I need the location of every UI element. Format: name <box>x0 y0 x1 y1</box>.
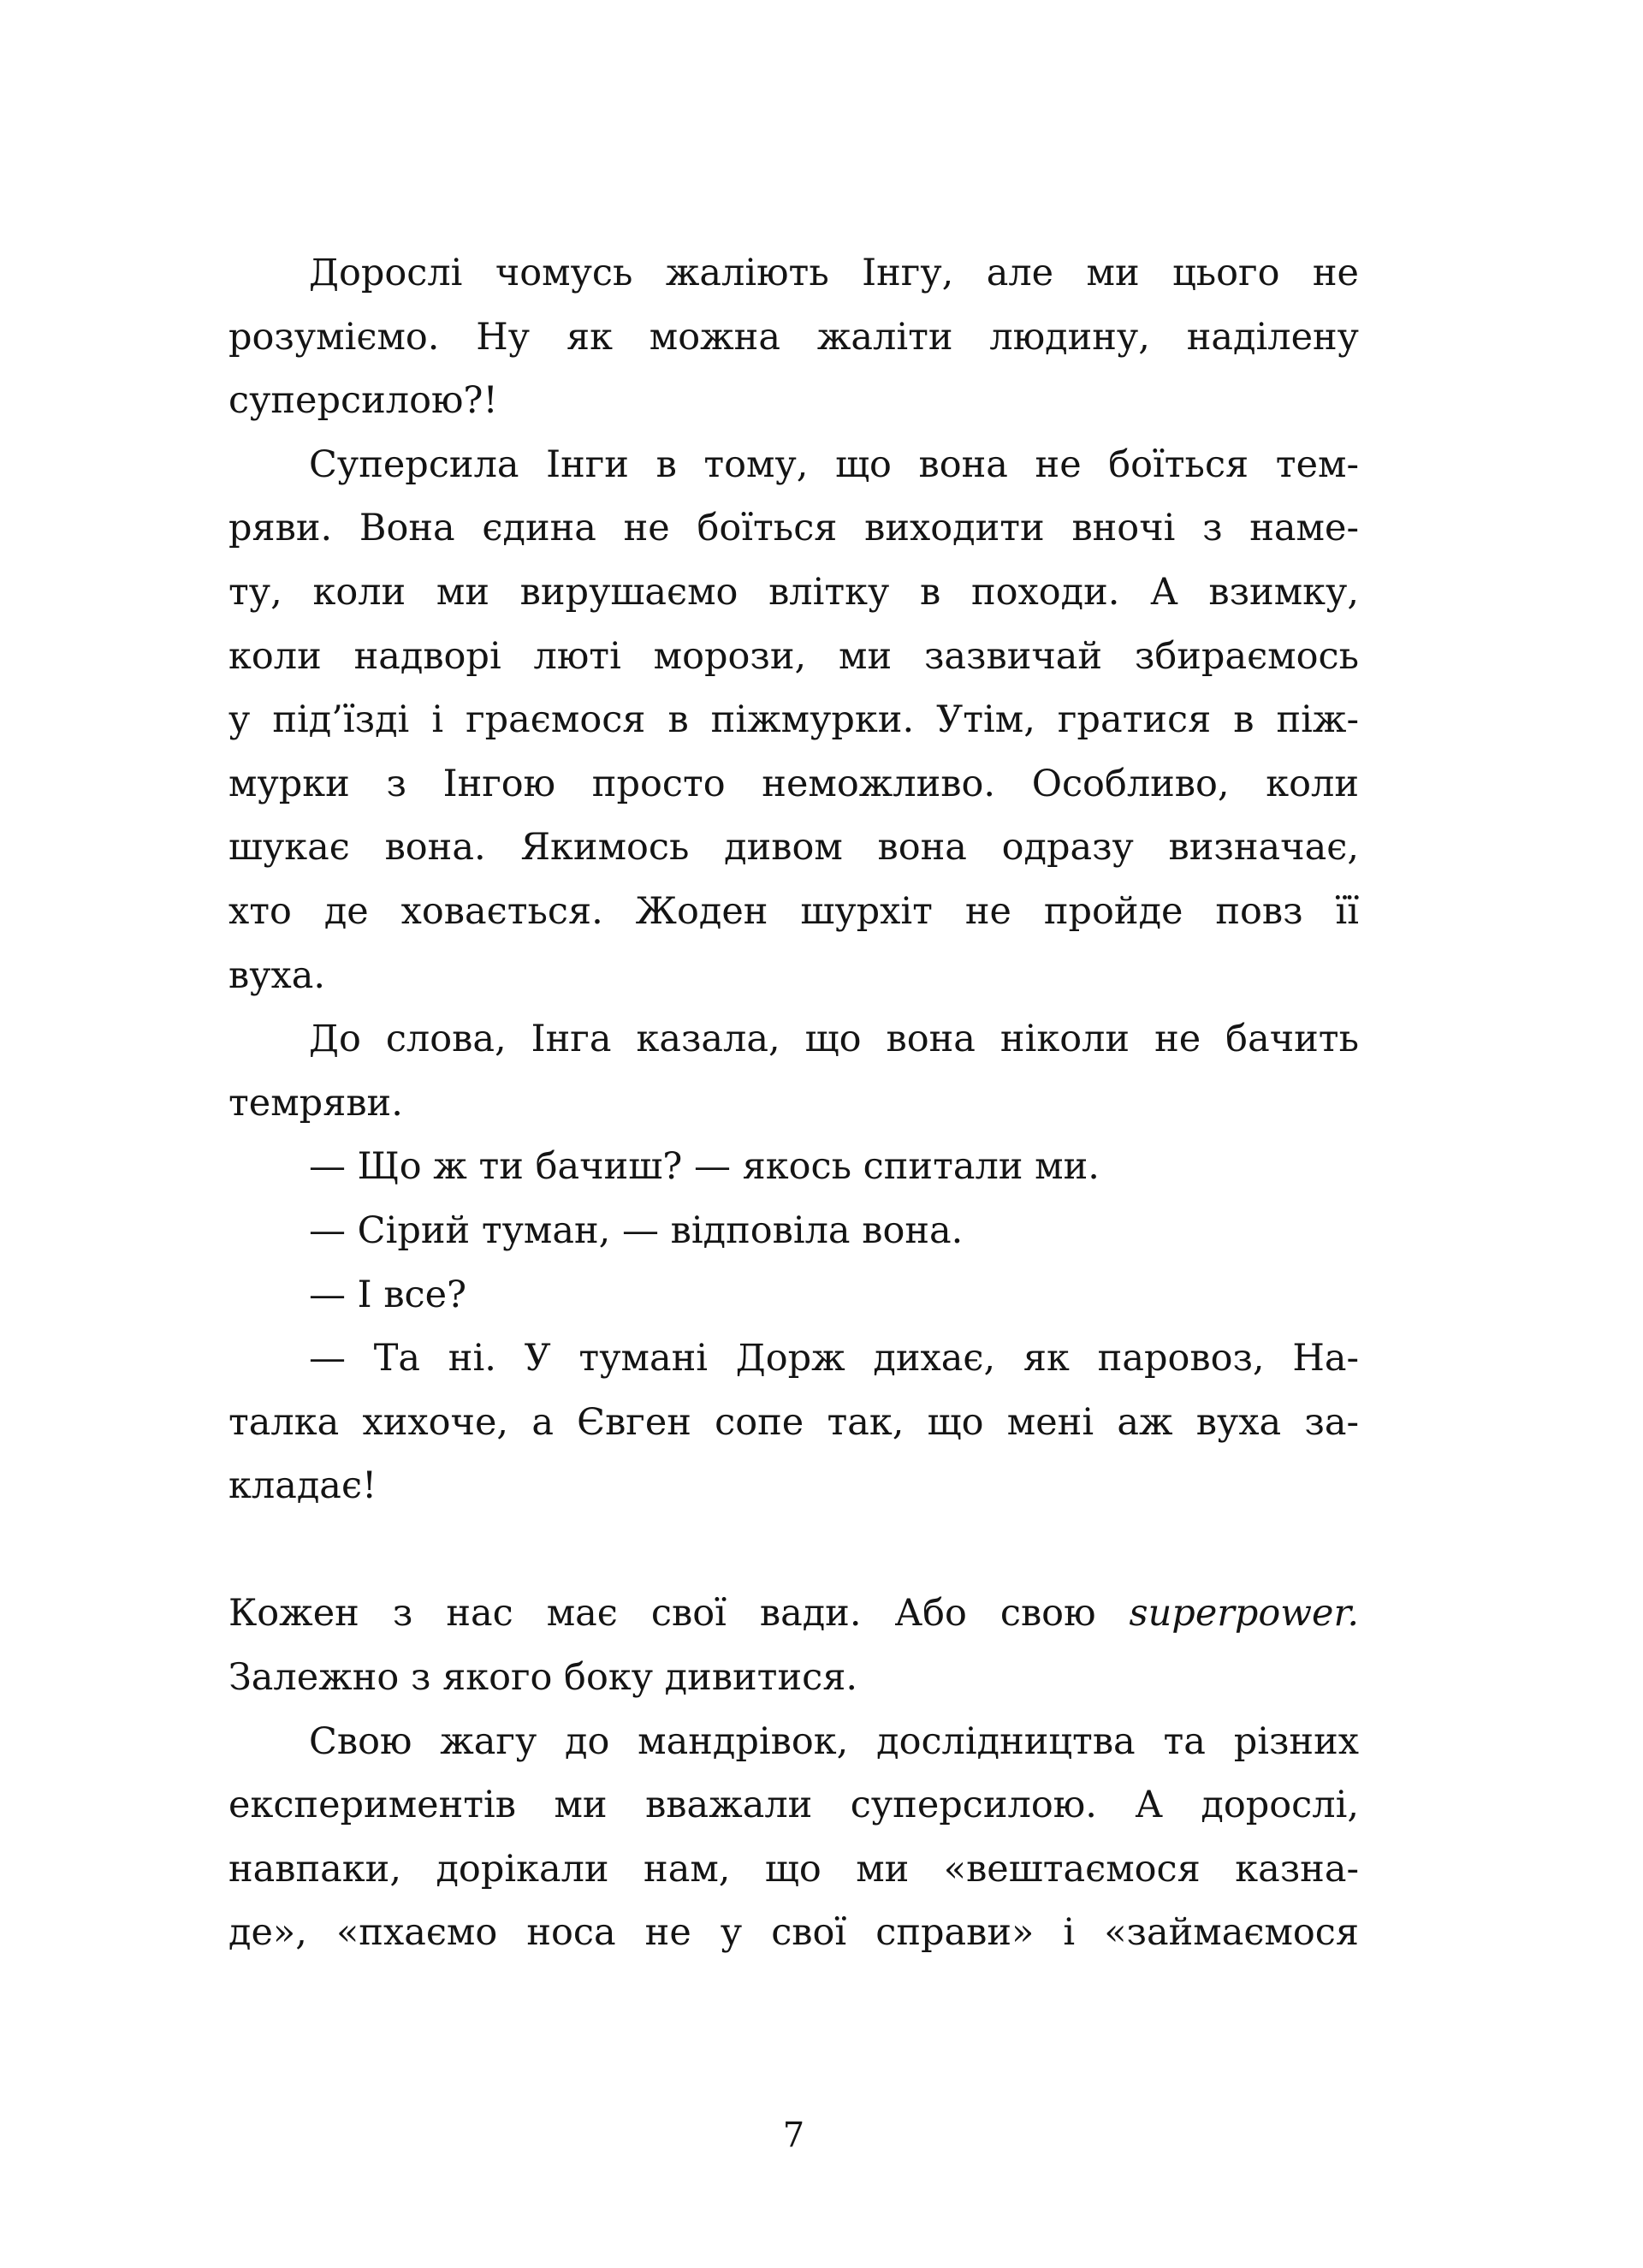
dialogue-line: — Сірий туман, — відповіла вона. <box>309 1208 964 1252</box>
text-line <box>228 1582 1359 1646</box>
body-text <box>228 241 1359 1965</box>
section-break <box>228 1518 1359 1582</box>
text-line: вуха. <box>228 953 326 997</box>
dialogue-line: — Що ж ти бачиш? — якось спитали ми. <box>309 1145 1100 1189</box>
text-line: До слова, Інга казала, що вона ніколи не бачить <box>309 1018 1359 1061</box>
text-line: ту, коли ми вирушаємо влітку в походи. А взимку, <box>228 570 1359 614</box>
text-line: Залежно з якого боку дивитися. <box>228 1656 858 1700</box>
text-line: мурки з Інгою просто неможливо. Особливо, коли <box>228 762 1359 805</box>
text-line: суперсилою?! <box>228 379 498 423</box>
text-line: хто де ховається. Жоден шурхіт не пройде повз її <box>228 889 1359 933</box>
text-line: розуміємо. Ну як можна жаліти людину, наділену <box>228 315 1359 359</box>
text-line: ряви. Вона єдина не боїться виходити вночі з наме- <box>228 507 1359 550</box>
dialogue-line: — І все? <box>309 1273 467 1316</box>
italic-word: superpower. <box>1129 1592 1359 1636</box>
text-line: Суперсила Інги в тому, що вона не боїться тем- <box>309 442 1359 486</box>
text-line: де», «пхаємо носа не у свої справи» і «займаємося <box>228 1911 1359 1955</box>
text-line: коли надворі люті морози, ми зазвичай збираємось <box>228 634 1359 678</box>
text-line: навпаки, дорікали нам, що ми «вештаємося казна- <box>228 1847 1359 1891</box>
page-number: 7 <box>782 2116 805 2155</box>
dialogue-line: кладає! <box>228 1464 377 1508</box>
text-line: шукає вона. Якимось дивом вона одразу визначає, <box>228 826 1359 870</box>
text-line: у під’їзді і граємося в піжмурки. Утім, гратися в піж- <box>228 698 1359 742</box>
dialogue-line: — Та ні. У тумані Дорж дихає, як паровоз, На- <box>309 1337 1359 1380</box>
text-line: Свою жагу до мандрівок, дослідництва та різних <box>309 1719 1359 1763</box>
text-line: Дорослі чомусь жаліють Інгу, але ми цього не <box>309 252 1359 294</box>
text-line: темряви. <box>228 1081 403 1125</box>
text-line: експериментів ми вважали суперсилою. А дорослі, <box>228 1784 1359 1827</box>
text-line-start: Кожен з нас має свої вади. Або свою <box>228 1592 1130 1636</box>
dialogue-line: талка хихоче, а Євген сопе так, що мені аж вуха за- <box>228 1400 1359 1444</box>
